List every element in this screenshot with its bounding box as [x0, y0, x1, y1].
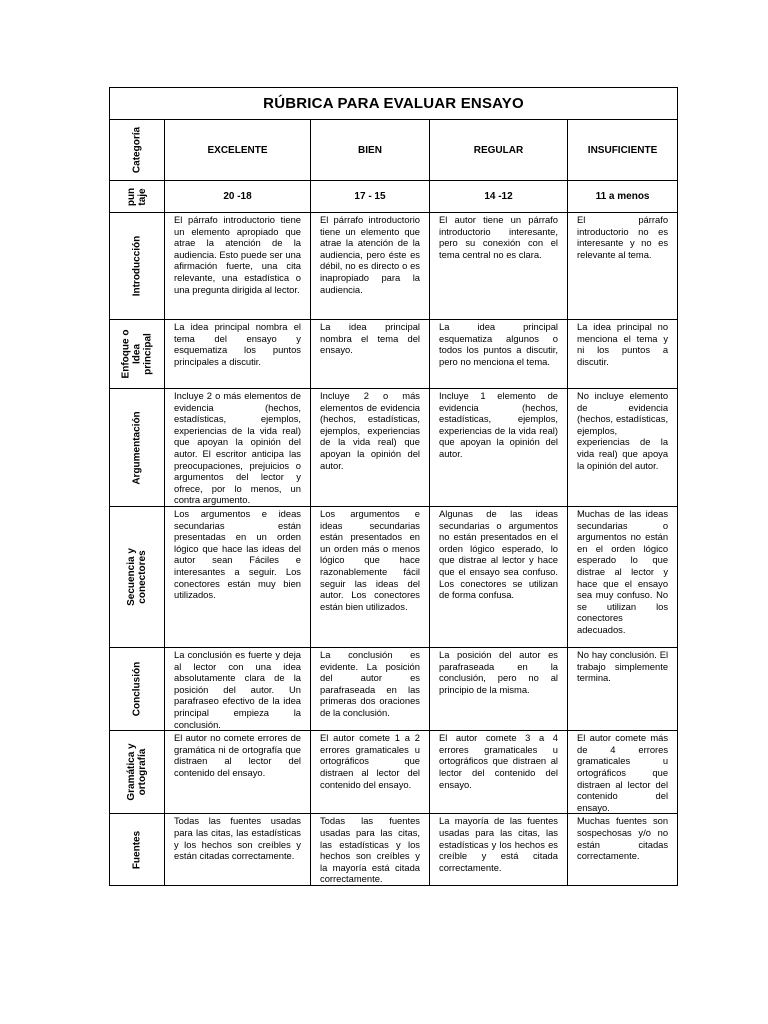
- criterion-category-cell: [110, 507, 165, 648]
- descriptor-excelente: Incluye 2 o más elementos de evidencia (hechos, estadísticas, ejemplos, experiencias de la vida real) que apoyan la opinión del autor. El escritor anticipa las preocupaciones, prejuicios o argumentos del lector y ofrece, por lo menos, un contra argumento.: [165, 389, 311, 507]
- descriptor-insuficiente: El párrafo introductorio no es interesante y no es relevante al tema.: [568, 213, 678, 320]
- score-row: [110, 181, 678, 213]
- descriptor-insuficiente: No incluye elemento de evidencia (hechos, estadísticas, ejemplos, experiencias de la vida real) que apoya la opinión del autor.: [568, 389, 678, 507]
- criterion-category-line: Fuentes: [131, 830, 143, 869]
- criterion-category-cell: [110, 320, 165, 389]
- descriptor-regular: Algunas de las ideas secundarias o argumentos no están presentados en el orden lógico esperado, lo que distrae al lector y hace que el ensayo sea confuso. Los conectores se utilizan de forma confusa.: [430, 507, 568, 648]
- criterion-category-line: principal: [142, 333, 154, 375]
- score-label-cell: [110, 181, 165, 213]
- title-row: [110, 88, 678, 120]
- level-header-regular: REGULAR: [430, 120, 568, 181]
- descriptor-excelente: Todas las fuentes usadas para las citas, las estadísticas y los hechos son creíbles y están citadas correctamente.: [165, 814, 311, 886]
- score-insuficiente: 11 a menos: [568, 181, 678, 213]
- criterion-category-label: [132, 411, 143, 484]
- criterion-category-line: Argumentación: [131, 410, 143, 485]
- descriptor-bien: Incluye 2 o más elementos de evidencia (hechos, estadísticas, ejemplos, experiencias de la vida real) que apoyan la opinión del autor.: [311, 389, 430, 507]
- criterion-row: [110, 213, 678, 320]
- criterion-category-cell: [110, 731, 165, 814]
- category-header-label: Categoría: [131, 126, 143, 174]
- descriptor-bien: El párrafo introductorio tiene un elemento que atrae la atención de la audiencia, pero éste es débil, no es directo o es inapropiado para la audiencia.: [311, 213, 430, 320]
- descriptor-insuficiente: Muchas fuentes son sospechosas y/o no están citadas correctamente.: [568, 814, 678, 886]
- header-row: [110, 120, 678, 181]
- descriptor-excelente: El autor no comete errores de gramática ni de ortografía que distraen al lector del contenido del ensayo.: [165, 731, 311, 814]
- criterion-category-label: [126, 744, 148, 801]
- descriptor-excelente: El párrafo introductorio tiene un elemento apropiado que atrae la atención de la audiencia. Esto puede ser una afirmación fuerte, una cita relevante, una estadística o una pregunta dirigida al lector.: [165, 213, 311, 320]
- descriptor-insuficiente: El autor comete más de 4 errores gramaticales u ortográficos que distraen al lector del contenido del ensayo.: [568, 731, 678, 814]
- criterion-category-cell: [110, 389, 165, 507]
- criterion-category-line: conectores: [137, 550, 148, 604]
- descriptor-regular: Incluye 1 elemento de evidencia (hechos, estadísticas, ejemplos, experiencias de la vida real) que apoyan la opinión del autor.: [430, 389, 568, 507]
- criterion-category-cell: [110, 814, 165, 886]
- score-regular: 14 -12: [430, 181, 568, 213]
- criterion-category-line: Gramática y: [126, 743, 137, 801]
- descriptor-excelente: Los argumentos e ideas secundarias están presentadas en un orden lógico que hace las ideas del autor sean Fáciles e interesantes a seguir. Los conectores están muy bien utilizados.: [165, 507, 311, 648]
- descriptor-regular: La posición del autor es parafraseada en la conclusión, pero no al principio de la misma.: [430, 648, 568, 731]
- descriptor-bien: La conclusión es evidente. La posición del autor es parafraseada en las primeras dos oraciones de la conclusión.: [311, 648, 430, 731]
- criterion-category-line: Introducción: [131, 235, 143, 297]
- category-header-cell: [110, 120, 165, 181]
- descriptor-regular: El autor tiene un párrafo introductorio interesante, pero su conexión con el tema central no es clara.: [430, 213, 568, 320]
- score-label-line: taje: [137, 187, 148, 206]
- descriptor-bien: Todas las fuentes usadas para las citas, las estadísticas y los hechos son creíbles y la mayoría está citada correctamente.: [311, 814, 430, 886]
- criterion-category-line: Enfoque o: [120, 329, 132, 379]
- criterion-category-line: Secuencia y: [126, 548, 137, 606]
- criterion-category-line: ortografía: [137, 748, 148, 796]
- descriptor-regular: El autor comete 3 a 4 errores gramaticales u ortográficos que distraen al lector del contenido del ensayo.: [430, 731, 568, 814]
- descriptor-regular: La idea principal esquematiza algunos o todos los puntos a discutir, pero no menciona el tema.: [430, 320, 568, 389]
- rubric-body: [110, 88, 678, 886]
- criterion-row: [110, 389, 678, 507]
- level-header-excelente: EXCELENTE: [165, 120, 311, 181]
- criterion-category-label: [121, 330, 154, 379]
- criterion-category-cell: [110, 648, 165, 731]
- descriptor-insuficiente: No hay conclusión. El trabajo simplemente termina.: [568, 648, 678, 731]
- score-label-line: pun: [126, 187, 137, 206]
- criterion-row: [110, 648, 678, 731]
- criterion-row: [110, 320, 678, 389]
- level-header-insuficiente: INSUFICIENTE: [568, 120, 678, 181]
- rubric-title: RÚBRICA PARA EVALUAR ENSAYO: [110, 88, 678, 120]
- score-bien: 17 - 15: [311, 181, 430, 213]
- criterion-row: [110, 731, 678, 814]
- descriptor-bien: Los argumentos e ideas secundarias están presentados en un orden más o menos lógico que hace razonablemente fácil seguir las ideas del autor. Los conectores están bien utilizados.: [311, 507, 430, 648]
- criterion-category-label: [126, 548, 148, 606]
- criterion-category-label: [132, 831, 143, 869]
- descriptor-bien: El autor comete 1 a 2 errores gramaticales u ortográficos que distraen al lector del contenido del ensayo.: [311, 731, 430, 814]
- descriptor-bien: La idea principal nombra el tema del ensayo.: [311, 320, 430, 389]
- criterion-category-line: Conclusión: [131, 661, 143, 717]
- criterion-category-line: Idea: [131, 343, 143, 365]
- criterion-category-label: [132, 236, 143, 297]
- score-excelente: 20 -18: [165, 181, 311, 213]
- rubric-table: [109, 87, 678, 886]
- criterion-category-cell: [110, 213, 165, 320]
- descriptor-insuficiente: Muchas de las ideas secundarias o argumentos no están en el orden lógico esperado lo que distrae al lector y hace que el ensayo sea muy confuso. No se utilizan los conectores adecuados.: [568, 507, 678, 648]
- descriptor-excelente: La idea principal nombra el tema del ensayo y esquematiza los puntos principales a discutir.: [165, 320, 311, 389]
- descriptor-regular: La mayoría de las fuentes usadas para las citas, las estadísticas y los hechos es creíble y está citada correctamente.: [430, 814, 568, 886]
- descriptor-insuficiente: La idea principal no menciona el tema y ni los puntos a discutir.: [568, 320, 678, 389]
- criterion-row: [110, 507, 678, 648]
- level-header-bien: BIEN: [311, 120, 430, 181]
- criterion-row: [110, 814, 678, 886]
- score-label: [126, 187, 148, 205]
- descriptor-excelente: La conclusión es fuerte y deja al lector con una idea absolutamente clara de la posición del autor. Un parafraseo efectivo de la idea principal empieza la conclusión.: [165, 648, 311, 731]
- criterion-category-label: [132, 662, 143, 716]
